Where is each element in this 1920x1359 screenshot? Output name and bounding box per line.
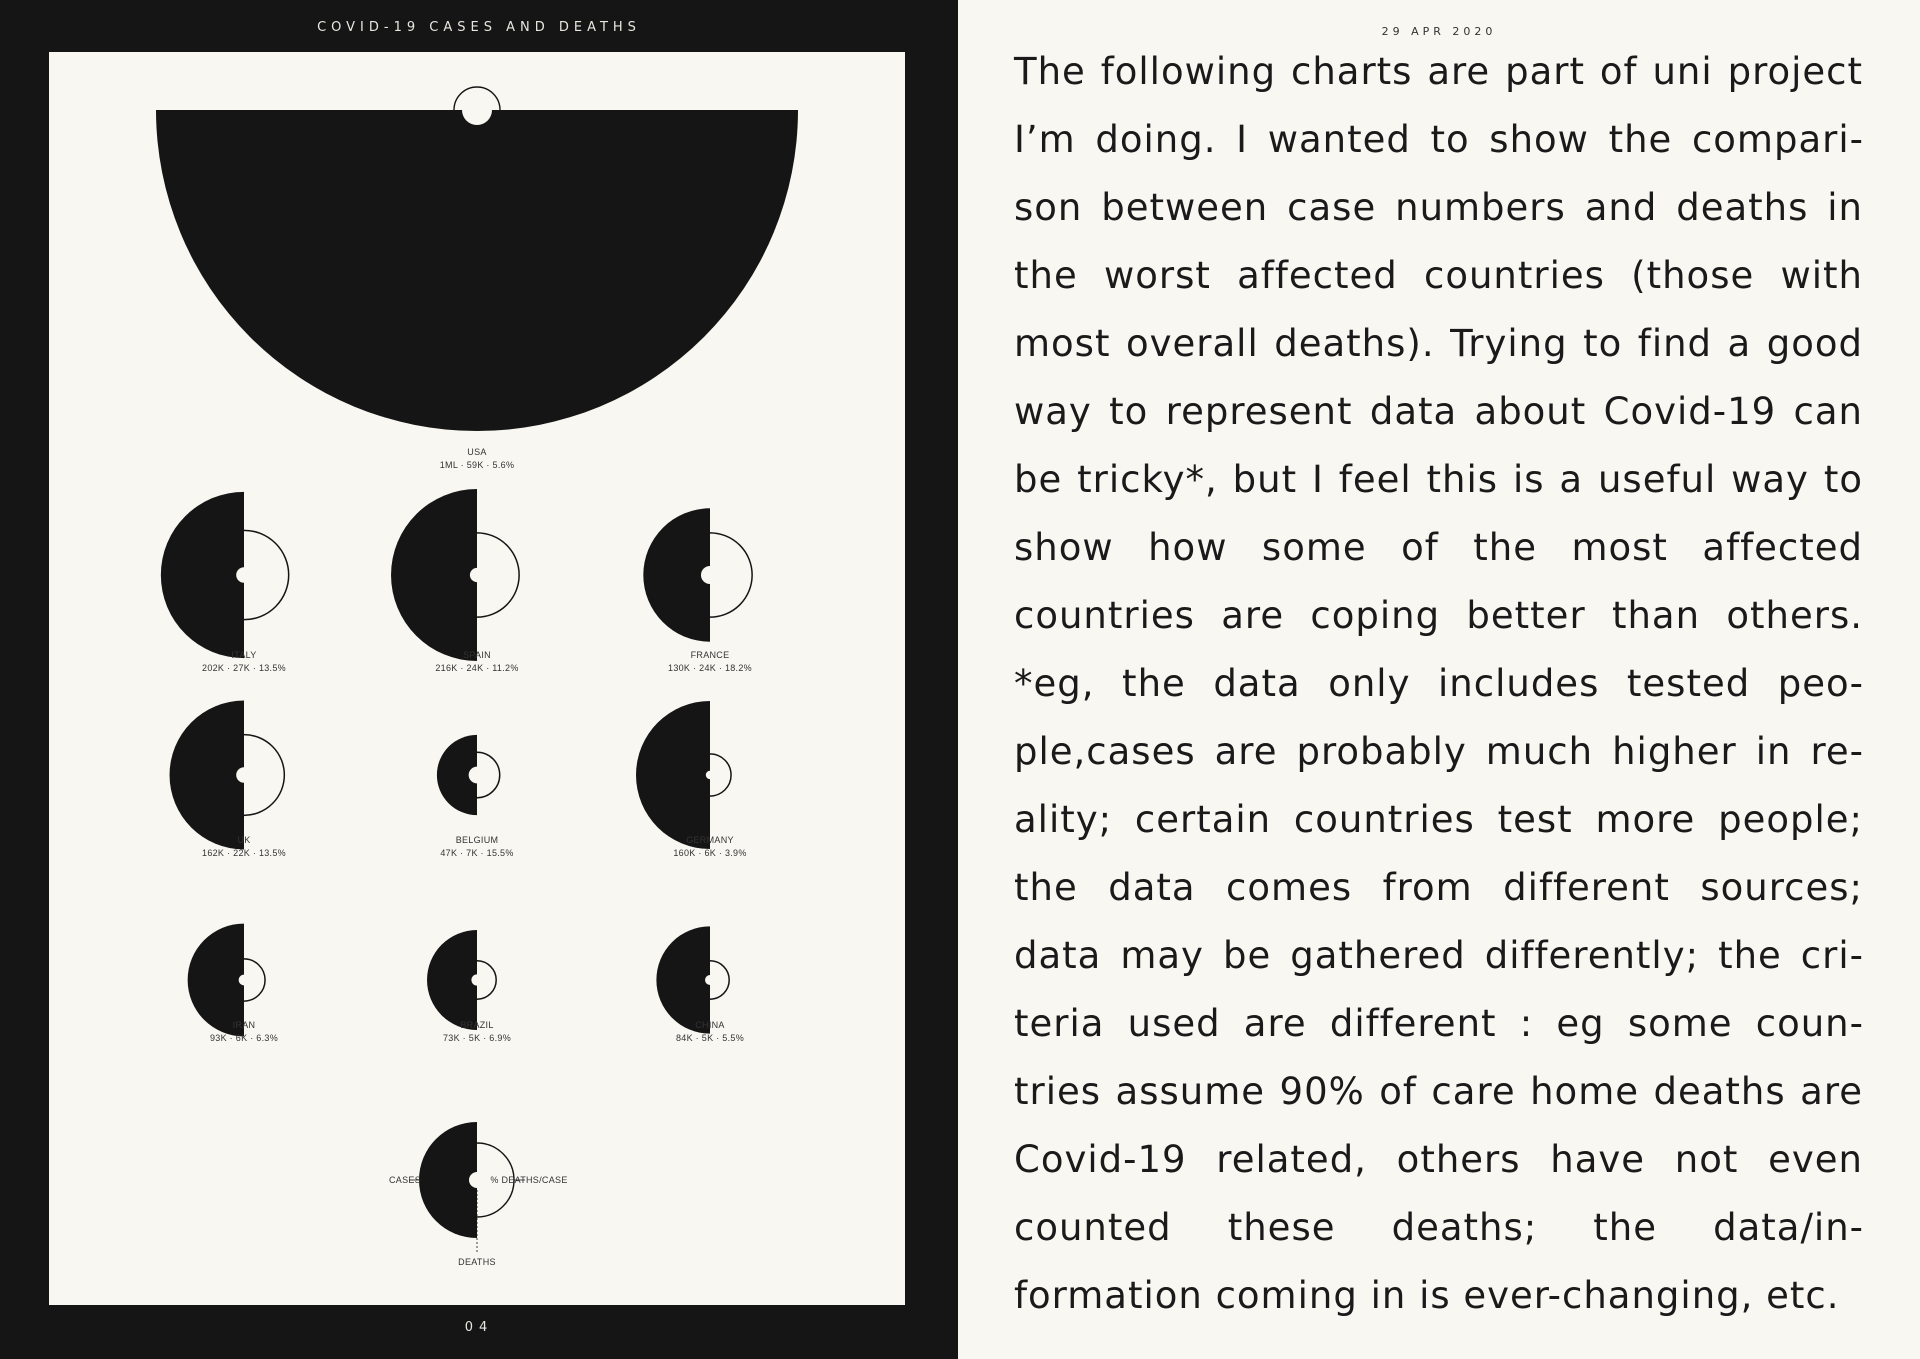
legend-cases-label: CASES	[388, 1175, 422, 1185]
poster-sheet	[49, 52, 905, 1305]
legend-rate-label: % DEATHS/CASE	[490, 1175, 568, 1185]
country-stats-brazil: 73K · 5K · 6.9%	[442, 1033, 512, 1043]
country-stats-china: 84K · 5K · 5.5%	[675, 1033, 745, 1043]
cases-half-italy	[161, 492, 244, 658]
country-stats-spain: 216K · 24K · 11.2%	[435, 663, 519, 673]
cases-half-spain	[391, 489, 477, 661]
country-label-italy: ITALY	[231, 650, 257, 660]
country-stats-uk: 162K · 22K · 13.5%	[202, 848, 286, 858]
rate-circle-spain	[470, 568, 484, 582]
rate-circle-belgium	[469, 767, 486, 784]
article-body: The following charts are part of uni project I’m doing. I wanted to show the comparison between case numbers and deaths in the worst affected countries (those with most overall deaths). Trying to find a good way to represent data about Covid-19 can be tricky*, but I feel this is a useful way to show how some of the most affected countries are coping better than others. *eg, the data only includes tested people,cases are probably much higher in reality; certain countries test more people; the data comes from different sources; data may be gathered differently; the criteria used are different : eg some countries assume 90% of care home deaths are Covid-19 related, others have not even counted these deaths; the data/information coming in is ever-changing, etc.	[1014, 50, 1863, 1317]
country-stats-germany: 160K · 6K · 3.9%	[673, 848, 747, 858]
country-stats-france: 130K · 24K · 18.2%	[668, 663, 752, 673]
legend-deaths-label: DEATHS	[458, 1257, 496, 1267]
country-label-france: FRANCE	[690, 650, 730, 660]
rate-circle-brazil	[471, 974, 482, 985]
covid-semicircle-chart	[49, 52, 905, 1305]
country-stats-italy: 202K · 27K · 13.5%	[202, 663, 286, 673]
article-panel	[958, 0, 1920, 1359]
usa-cases-half	[156, 110, 798, 431]
cases-half-china	[656, 926, 710, 1033]
rate-circle-italy	[236, 567, 252, 583]
rate-circle-germany	[706, 771, 714, 779]
country-label-iran: IRAN	[232, 1020, 256, 1030]
country-label-usa: USA	[467, 447, 487, 457]
legend-cases-half	[419, 1122, 477, 1238]
poster-panel	[0, 0, 958, 1359]
country-stats-belgium: 47K · 7K · 15.5%	[440, 848, 514, 858]
usa-deaths-half	[454, 87, 500, 110]
legend-rate-circle	[469, 1172, 485, 1188]
cases-half-france	[643, 508, 710, 641]
poster-title: COVID-19 CASES AND DEATHS	[317, 20, 641, 35]
cases-half-uk	[170, 701, 244, 850]
article-date: 29 APR 2020	[1381, 25, 1497, 38]
rate-circle-france	[701, 566, 719, 584]
cases-half-germany	[636, 701, 710, 849]
country-label-uk: UK	[237, 835, 251, 845]
rate-circle-iran	[239, 975, 250, 986]
country-label-spain: SPAIN	[463, 650, 491, 660]
country-label-china: CHINA	[695, 1020, 725, 1030]
country-label-belgium: BELGIUM	[455, 835, 499, 845]
page-number: 04	[464, 1320, 494, 1335]
country-stats-usa: 1ML · 59K · 5.6%	[439, 460, 515, 470]
rate-circle-uk	[236, 767, 252, 783]
country-label-germany: GERMANY	[686, 835, 734, 845]
country-stats-iran: 93K · 6K · 6.3%	[209, 1033, 279, 1043]
country-label-brazil: BRAZIL	[460, 1020, 494, 1030]
cases-half-brazil	[427, 930, 477, 1030]
rate-circle-china	[705, 975, 715, 985]
